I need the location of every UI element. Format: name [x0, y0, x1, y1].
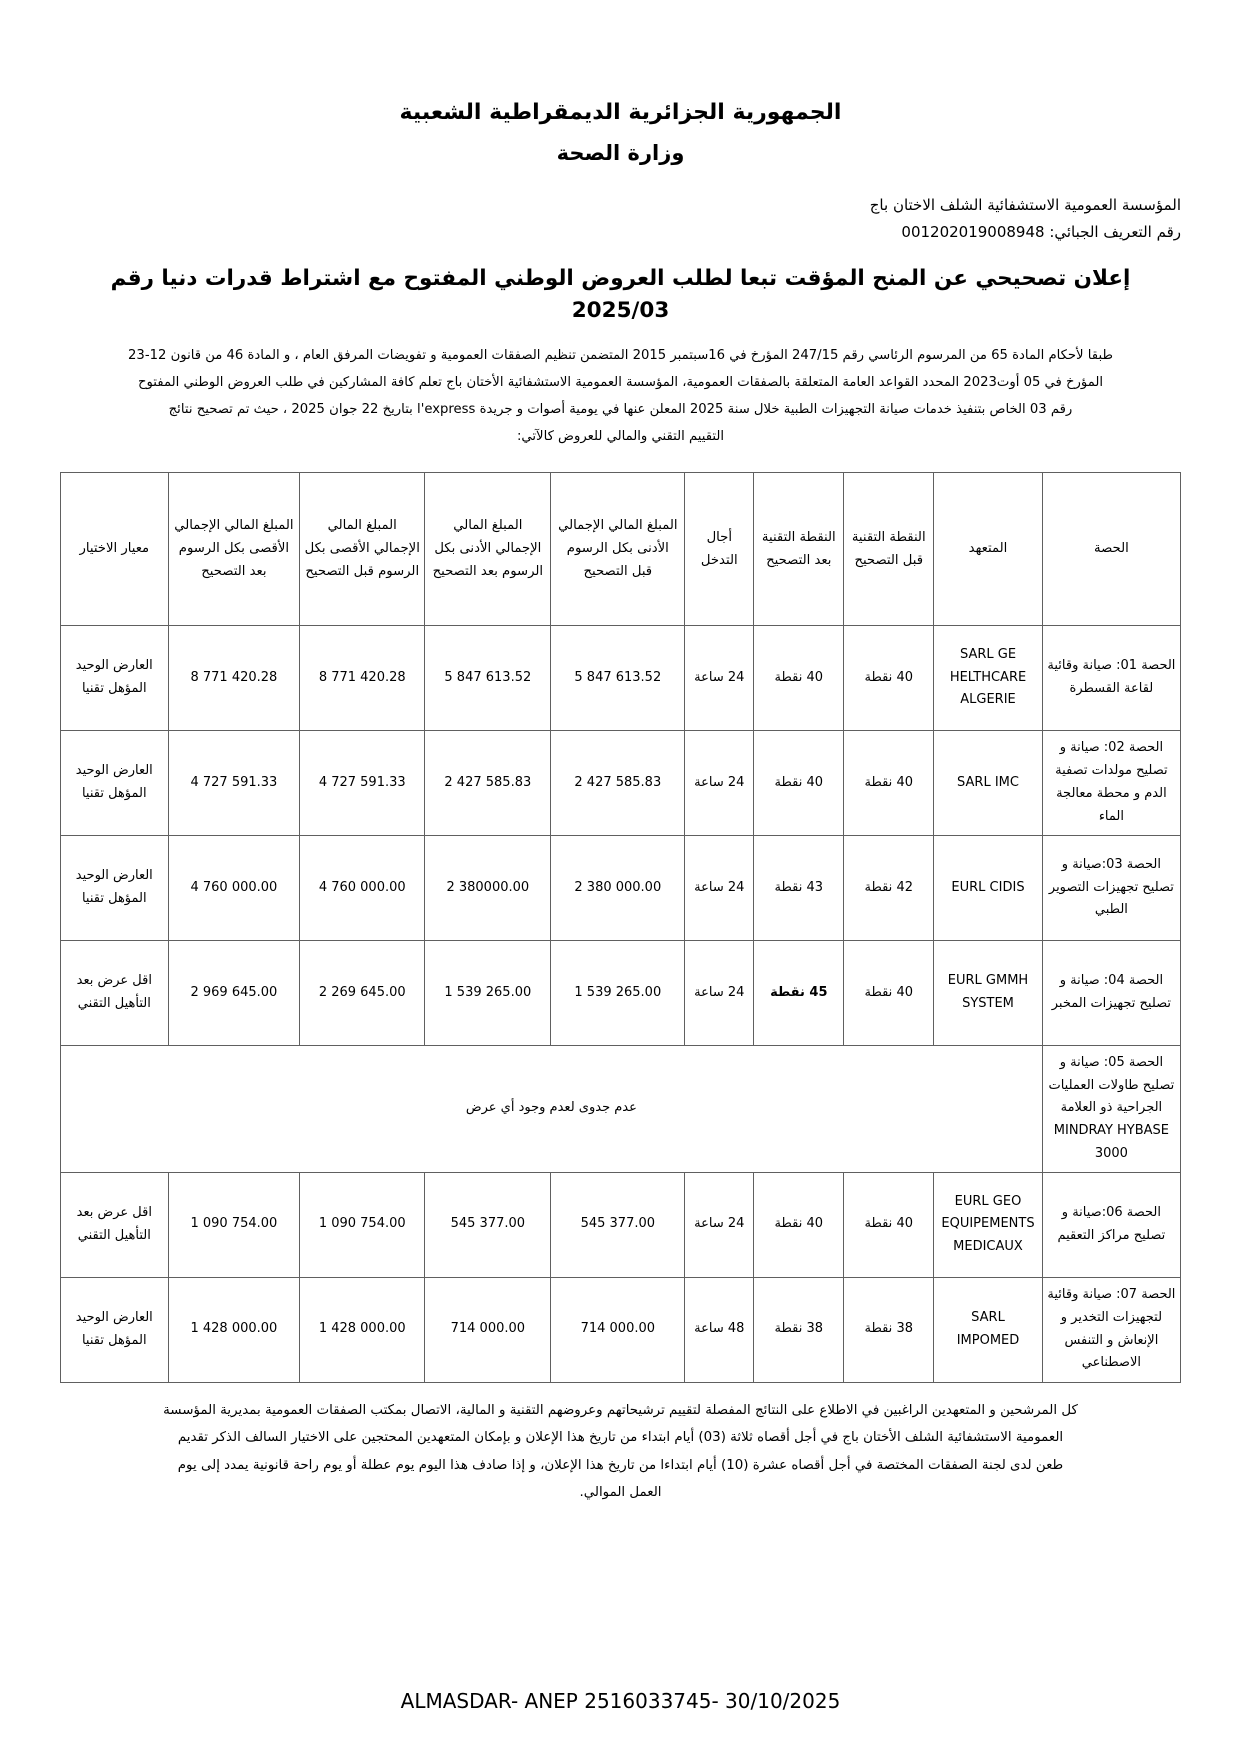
col-header-min-before: المبلغ المالي الإجمالي الأدنى بكل الرسوم قبل التصحيح [551, 472, 685, 625]
footer-line-4: العمل الموالي. [579, 1485, 662, 1501]
cell-points-before: 40 نقطة [844, 730, 934, 835]
cell-min-before: 5 847 613.52 [551, 625, 685, 730]
table-row [61, 625, 1181, 730]
cell-max-after: 1 428 000.00 [168, 1277, 300, 1382]
cell-max-before: 1 090 754.00 [300, 1172, 425, 1277]
col-header-criterion: معيار الاختيار [61, 472, 169, 625]
ministry-heading: وزارة الصحة [556, 141, 685, 166]
establishment-name: المؤسسة العمومية الاستشفائية الشلف الاختان باج [869, 195, 1181, 214]
tax-id: رقم التعريف الجبائي: 001202019008948 [901, 223, 1181, 242]
table-header-row [61, 472, 1181, 625]
col-header-points-before: النقطة التقنية قبل التصحيح [844, 472, 934, 625]
col-header-max-after: المبلغ المالي الإجمالي الأقصى بكل الرسوم بعد التصحيح [168, 472, 300, 625]
cell-bidder: EURL GMMH SYSTEM [934, 940, 1043, 1045]
col-header-delay: أجال التدخل [685, 472, 754, 625]
cell-max-after: 2 969 645.00 [168, 940, 300, 1045]
cell-lot: الحصة 06:صيانة و تصليح مراكز التعقيم [1042, 1172, 1180, 1277]
cell-bidder: EURL CIDIS [934, 835, 1043, 940]
footer-line-2: العمومية الاستشفائية الشلف الأختان باج في أجل أقصاه ثلاثة (03) أيام ابتداء من تاريخ هذا الإعلان و بإمكان المتعهدين المحتجين على الاختيار السالف الذكر تقديم [177, 1430, 1064, 1446]
cell-lot: الحصة 07: صيانة وقائية لتجهيزات التخدير و الإنعاش و التنفس الاصطناعي [1042, 1277, 1180, 1382]
table-row [61, 730, 1181, 835]
cell-bidder: SARL IMPOMED [934, 1277, 1043, 1382]
intro-line-3: رقم 03 الخاص بتنفيذ خدمات صيانة التجهيزات الطبية خلال سنة 2025 المعلن عنها في يومية أصوات و جريدة l'express بتاريخ 22 جوان 2025 ، حيث تم تصحيح نتائج [168, 401, 1073, 417]
cell-lot: الحصة 04: صيانة و تصليح تجهيزات المخبر [1042, 940, 1180, 1045]
republic-heading: الجمهورية الجزائرية الديمقراطية الشعبية [399, 100, 842, 125]
cell-bidder: EURL GEO EQUIPEMENTS MEDICAUX [934, 1172, 1043, 1277]
intro-line-2: المؤرخ في 05 أوت2023 المحدد القواعد العامة المتعلقة بالصفقات العمومية، المؤسسة العمومية الاستشفائية الأختان باج تعلم كافة المشاركين في طلب العروض الوطني المفتوح [137, 374, 1104, 390]
table-row [61, 1045, 1181, 1172]
cell-points-after: 43 نقطة [754, 835, 844, 940]
cell-points-before: 40 نقطة [844, 1172, 934, 1277]
table-row [61, 1277, 1181, 1382]
col-header-min-after: المبلغ المالي الإجمالي الأدنى بكل الرسوم بعد التصحيح [425, 472, 551, 625]
cell-delay: 24 ساعة [685, 625, 754, 730]
cell-max-before: 8 771 420.28 [300, 625, 425, 730]
cell-delay: 24 ساعة [685, 940, 754, 1045]
table-body [61, 625, 1181, 1382]
cell-min-after: 5 847 613.52 [425, 625, 551, 730]
col-header-max-before: المبلغ المالي الإجمالي الأقصى بكل الرسوم قبل التصحيح [300, 472, 425, 625]
cell-min-before: 545 377.00 [551, 1172, 685, 1277]
cell-points-before: 42 نقطة [844, 835, 934, 940]
cell-min-after: 714 000.00 [425, 1277, 551, 1382]
cell-points-after: 40 نقطة [754, 1172, 844, 1277]
cell-min-after: 2 380000.00 [425, 835, 551, 940]
cell-max-before: 2 269 645.00 [300, 940, 425, 1045]
footer-line-3: طعن لدى لجنة الصفقات المختصة في أجل أقصاه عشرة (10) أيام ابتداءا من تاريخ هذا الإعلان، و إذا صادف هذا اليوم يوم عطلة أو يوم راحة قانونية يمدد إلى يوم [177, 1457, 1064, 1473]
cell-delay: 48 ساعة [685, 1277, 754, 1382]
cell-min-before: 1 539 265.00 [551, 940, 685, 1045]
cell-points-after: 38 نقطة [754, 1277, 844, 1382]
cell-lot: الحصة 02: صيانة و تصليح مولدات تصفية الدم و محطة معالجة الماء [1042, 730, 1180, 835]
cell-lot: الحصة 05: صيانة و تصليح طاولات العمليات الجراحية ذو العلامة MINDRAY HYBASE 3000 [1042, 1045, 1180, 1172]
cell-bidder: SARL GE HELTHCARE ALGERIE [934, 625, 1043, 730]
footer-line-1: كل المرشحين و المتعهدين الراغبين في الاطلاع على النتائج المفصلة لتقييم ترشيحاتهم وعروضهم التقنية و المالية، الاتصال بمكتب الصفقات العمومية بمديرية المؤسسة [163, 1402, 1078, 1418]
cell-criterion: العارض الوحيد المؤهل تقنيا [61, 625, 169, 730]
cell-min-before: 2 427 585.83 [551, 730, 685, 835]
cell-criterion: اقل عرض بعد التأهيل التقني [61, 1172, 169, 1277]
cell-criterion: اقل عرض بعد التأهيل التقني [61, 940, 169, 1045]
cell-min-before: 714 000.00 [551, 1277, 685, 1382]
organization-block [60, 192, 1181, 248]
page-title: إعلان تصحيحي عن المنح المؤقت تبعا لطلب العروض الوطني المفتوح مع اشتراط قدرات دنيا رقم 2025/03 [110, 266, 1131, 324]
cell-points-after: 40 نقطة [754, 625, 844, 730]
table-row [61, 1172, 1181, 1277]
cell-criterion: العارض الوحيد المؤهل تقنيا [61, 730, 169, 835]
cell-no-bid-note: عدم جدوى لعدم وجود أي عرض [61, 1045, 1043, 1172]
cell-min-after: 1 539 265.00 [425, 940, 551, 1045]
cell-max-after: 1 090 754.00 [168, 1172, 300, 1277]
cell-min-before: 2 380 000.00 [551, 835, 685, 940]
col-header-lot: الحصة [1042, 472, 1180, 625]
footer-paragraph [60, 1397, 1181, 1507]
cell-points-before: 40 نقطة [844, 940, 934, 1045]
cell-delay: 24 ساعة [685, 730, 754, 835]
anep-reference: ALMASDAR- ANEP 2516033745- 30/10/2025 [400, 1689, 841, 1713]
cell-criterion: العارض الوحيد المؤهل تقنيا [61, 835, 169, 940]
cell-bidder: SARL IMC [934, 730, 1043, 835]
cell-criterion: العارض الوحيد المؤهل تقنيا [61, 1277, 169, 1382]
table-row [61, 940, 1181, 1045]
cell-max-after: 8 771 420.28 [168, 625, 300, 730]
cell-points-after: 40 نقطة [754, 730, 844, 835]
table-row [61, 835, 1181, 940]
cell-points-after: 45 نقطة [754, 940, 844, 1045]
cell-lot: الحصة 03:صيانة و تصليح تجهيزات التصوير الطبي [1042, 835, 1180, 940]
cell-max-before: 4 760 000.00 [300, 835, 425, 940]
cell-points-before: 40 نقطة [844, 625, 934, 730]
cell-points-before: 38 نقطة [844, 1277, 934, 1382]
cell-delay: 24 ساعة [685, 1172, 754, 1277]
col-header-bidder: المتعهد [934, 472, 1043, 625]
cell-max-after: 4 727 591.33 [168, 730, 300, 835]
cell-min-after: 545 377.00 [425, 1172, 551, 1277]
table-header [61, 472, 1181, 625]
cell-max-before: 1 428 000.00 [300, 1277, 425, 1382]
cell-max-before: 4 727 591.33 [300, 730, 425, 835]
intro-paragraph [60, 342, 1181, 450]
cell-max-after: 4 760 000.00 [168, 835, 300, 940]
cell-min-after: 2 427 585.83 [425, 730, 551, 835]
intro-line-4: التقييم التقني والمالي للعروض كالآتي: [516, 428, 725, 444]
cell-lot: الحصة 01: صيانة وقائية لقاعة القسطرة [1042, 625, 1180, 730]
results-table [60, 472, 1181, 1383]
intro-line-1: طبقا لأحكام المادة 65 من المرسوم الرئاسي رقم 247/15 المؤرخ في 16سبتمبر 2015 المتضمن تنظيم الصفقات العمومية و تفويضات المرفق العام ، و المادة 46 من قانون 12-23 [128, 347, 1113, 363]
cell-delay: 24 ساعة [685, 835, 754, 940]
col-header-points-after: النقطة التقنية بعد التصحيح [754, 472, 844, 625]
